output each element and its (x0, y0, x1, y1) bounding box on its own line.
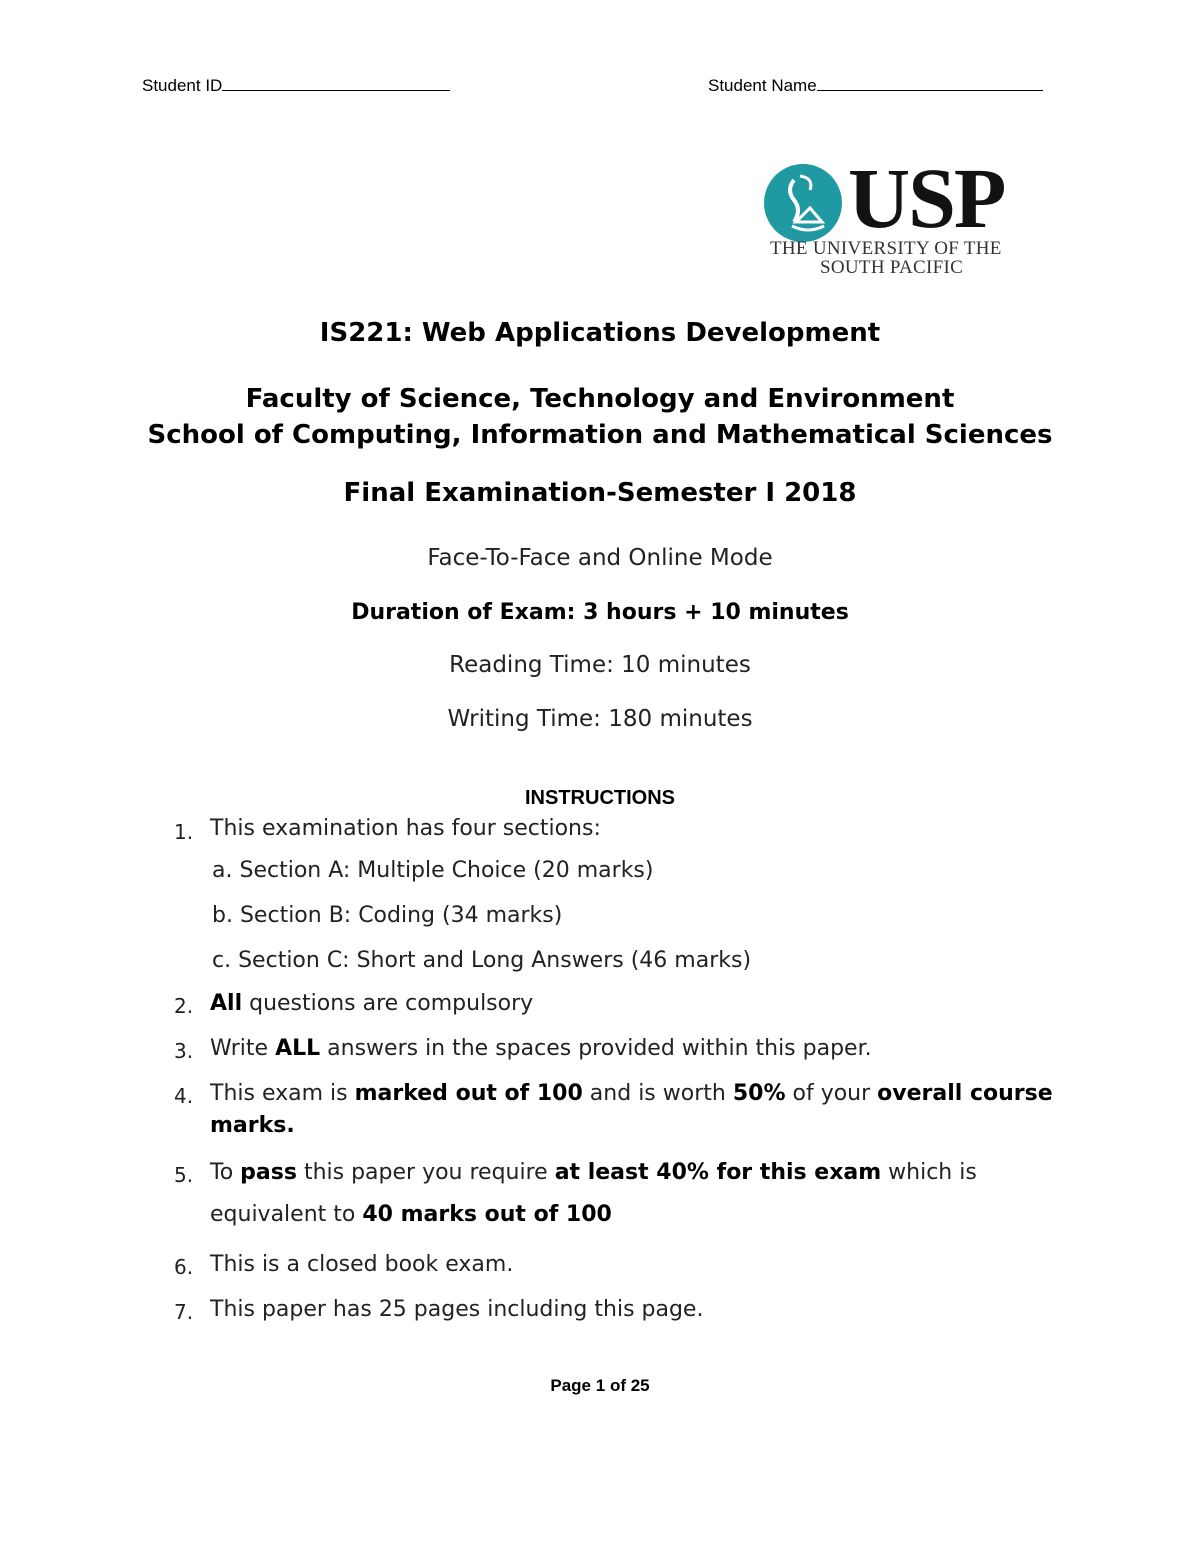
section-letter: a. (212, 858, 233, 883)
of-label: of (609, 1376, 626, 1395)
exam-mode: Face-To-Face and Online Mode (427, 545, 773, 571)
instruction-text-6: This is a closed book exam. (210, 1252, 514, 1277)
instruction-number-3: 3. (174, 1039, 194, 1063)
student-id-field (142, 76, 450, 96)
usp-name-line1: THE UNIVERSITY OF THE (770, 238, 1002, 259)
bold-text: at least 40% for this exam (554, 1160, 882, 1185)
plain-text: equivalent to (210, 1202, 363, 1227)
instruction-number-2: 2. (174, 994, 194, 1018)
bold-text: marked out of 100 (354, 1081, 583, 1106)
exam-duration: Duration of Exam: 3 hours + 10 minutes (351, 600, 849, 625)
instruction-text-7: This paper has 25 pages including this page. (210, 1297, 704, 1322)
usp-wordmark: USP (848, 150, 1005, 246)
instruction-text-1: This examination has four sections: (210, 816, 601, 841)
page-total: 25 (630, 1376, 650, 1395)
student-id-label: Student ID (142, 76, 223, 95)
writing-time: Writing Time: 180 minutes (447, 706, 753, 732)
course-title: IS221: Web Applications Development (319, 318, 881, 348)
section-item-a (212, 858, 653, 883)
usp-emblem-icon (764, 164, 842, 242)
section-text: Section B: Coding (34 marks) (239, 903, 563, 928)
bold-text: 40 marks out of 100 (362, 1202, 612, 1227)
plain-text: To (210, 1160, 241, 1185)
bold-text: overall course (877, 1081, 1053, 1106)
plain-text: and is worth (582, 1081, 733, 1106)
section-item-c (212, 948, 751, 973)
student-id-line[interactable] (222, 76, 450, 91)
student-name-line[interactable] (817, 76, 1043, 91)
instruction-number-7: 7. (174, 1300, 194, 1324)
usp-name-line2: SOUTH PACIFIC (820, 257, 964, 278)
bold-text: marks. (210, 1113, 295, 1138)
bold-text: 50% (732, 1081, 786, 1106)
faculty-name: Faculty of Science, Technology and Environment (245, 384, 955, 414)
instruction-text-4 (210, 1081, 1053, 1106)
usp-logo (764, 150, 1044, 278)
bold-text: pass (240, 1160, 297, 1185)
reading-time: Reading Time: 10 minutes (449, 652, 751, 678)
section-letter: b. (212, 903, 233, 928)
section-item-b (212, 903, 562, 928)
page-footer (0, 1376, 1200, 1396)
exam-title: Final Examination-Semester I 2018 (343, 478, 857, 508)
plain-text: answers in the spaces provided within this paper. (320, 1036, 872, 1061)
instruction-number-4: 4. (174, 1084, 194, 1108)
instruction-number-6: 6. (174, 1255, 194, 1279)
student-name-field (708, 76, 1043, 96)
instruction-text-5 (210, 1160, 977, 1185)
instruction-text-2 (210, 991, 533, 1016)
bold-text: ALL (275, 1036, 321, 1061)
section-text: Section C: Short and Long Answers (46 marks) (238, 948, 752, 973)
instruction-text-4-cont (210, 1113, 295, 1138)
instruction-text-5-cont (210, 1202, 612, 1227)
instruction-number-5: 5. (174, 1163, 194, 1187)
bold-text: All (210, 991, 243, 1016)
plain-text: this paper you require (296, 1160, 555, 1185)
plain-text: of your (785, 1081, 878, 1106)
instruction-text-3 (210, 1036, 872, 1061)
plain-text: questions are compulsory (242, 991, 534, 1016)
page-current: 1 (595, 1376, 606, 1395)
instructions-heading: INSTRUCTIONS (525, 787, 675, 809)
section-text: Section A: Multiple Choice (20 marks) (239, 858, 654, 883)
plain-text: This exam is (210, 1081, 355, 1106)
instruction-number: 1. (174, 820, 194, 844)
page-label: Page (550, 1376, 591, 1395)
plain-text: Write (210, 1036, 276, 1061)
student-name-label: Student Name (708, 76, 817, 95)
section-letter: c. (212, 948, 232, 973)
plain-text: which is (881, 1160, 977, 1185)
school-name: School of Computing, Information and Mathematical Sciences (147, 420, 1053, 450)
